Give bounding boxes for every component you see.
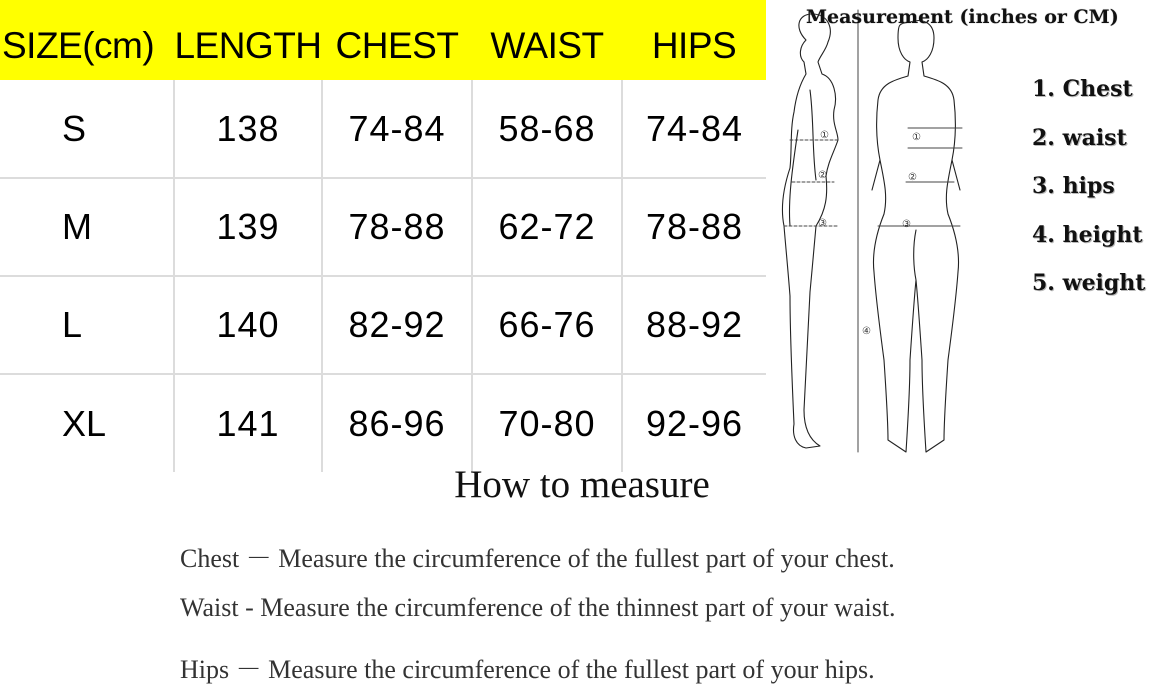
marker-chest-side: ① <box>820 130 829 141</box>
chest-cell: 82-92 <box>322 276 472 374</box>
header-chest: CHEST <box>335 25 459 66</box>
instruction-separator: - <box>238 593 261 622</box>
hips-cell: 88-92 <box>622 276 766 374</box>
instruction-hips <box>180 649 875 686</box>
marker-height: ④ <box>862 326 871 337</box>
waist-cell: 62-72 <box>472 178 622 276</box>
marker-chest-front: ① <box>912 132 921 143</box>
table-row <box>0 80 766 178</box>
header-length: LENGTH <box>174 25 322 66</box>
legend-item: 5. weight <box>1032 270 1146 296</box>
instruction-separator: － <box>239 544 279 573</box>
size-cell: L <box>0 276 174 374</box>
waist-cell: 66-76 <box>472 276 622 374</box>
marker-waist-front: ② <box>908 172 917 183</box>
measurement-legend <box>1032 76 1145 319</box>
header-hips: HIPS <box>651 25 737 66</box>
measurement-figure <box>776 0 1164 462</box>
side-view-figure <box>782 14 838 448</box>
length-cell: 138 <box>174 80 322 178</box>
front-view-figure <box>872 21 960 452</box>
legend-item: 3. hips <box>1032 173 1115 199</box>
marker-hips-front: ③ <box>902 219 911 230</box>
header-size: SIZE(cm) <box>2 25 155 66</box>
size-chart-table <box>0 0 766 472</box>
legend-item: 2. waist <box>1032 124 1127 151</box>
hips-cell: 78-88 <box>622 178 766 276</box>
instruction-separator: － <box>229 655 269 684</box>
hips-cell: 74-84 <box>622 80 766 178</box>
chest-cell: 74-84 <box>322 80 472 178</box>
instruction-waist <box>180 593 896 623</box>
table-header-row <box>0 0 766 80</box>
figure-title: Measurement (inches or CM) <box>806 6 1119 28</box>
table-row <box>0 276 766 374</box>
chest-cell: 78-88 <box>322 178 472 276</box>
instruction-label: Waist <box>180 593 239 622</box>
measurement-lines <box>784 128 962 226</box>
chest-cell: 86-96 <box>322 374 472 472</box>
instruction-text: Measure the circumference of the fullest part of your hips. <box>268 655 875 684</box>
size-cell: XL <box>0 374 174 472</box>
instruction-text: Measure the circumference of the fullest part of your chest. <box>278 544 895 573</box>
instruction-label: Hips <box>180 655 230 684</box>
table-row <box>0 374 766 472</box>
marker-hips-side: ③ <box>818 218 827 229</box>
length-cell: 140 <box>174 276 322 374</box>
waist-cell: 70-80 <box>472 374 622 472</box>
instruction-text: Measure the circumference of the thinnest part of your waist. <box>260 593 896 622</box>
table-row <box>0 178 766 276</box>
length-cell: 139 <box>174 178 322 276</box>
instruction-label: Chest <box>180 544 240 573</box>
length-cell: 141 <box>174 374 322 472</box>
size-cell: M <box>0 178 174 276</box>
how-to-measure-title: How to measure <box>454 463 710 506</box>
marker-waist-side: ② <box>818 170 827 181</box>
instruction-chest <box>180 538 895 575</box>
legend-item: 4. height <box>1032 221 1143 248</box>
waist-cell: 58-68 <box>472 80 622 178</box>
header-waist: WAIST <box>490 25 604 66</box>
hips-cell: 92-96 <box>645 402 744 444</box>
size-cell: S <box>0 80 174 178</box>
legend-item: 1. Chest <box>1032 76 1133 102</box>
